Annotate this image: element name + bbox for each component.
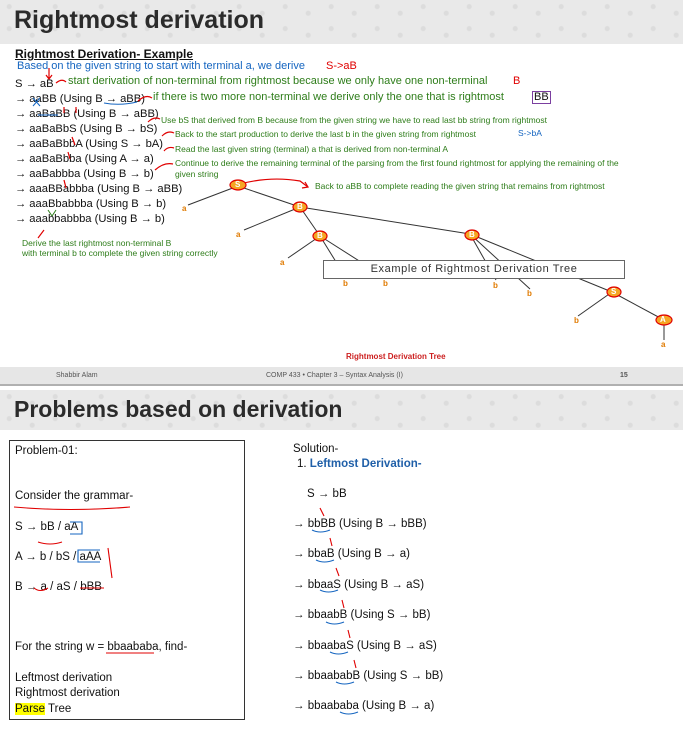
solution-item-label: Leftmost Derivation- (309, 458, 422, 470)
derivation-step-5: → aaBaBbbA (Using S → bA) (15, 138, 163, 150)
solution-step-3: → bbaB (Using B → a) (293, 548, 410, 560)
derivation-step-9: → aaaBbabbba (Using B → b) (15, 198, 167, 210)
note-back-start: Back to the start production to derive the last b in the given string from rightmost (175, 129, 476, 139)
intro-rule: S->aB (326, 60, 357, 72)
solution-step-4: → bbaaS (Using B → aS) (293, 579, 425, 591)
solution-item-number: 1. (297, 458, 307, 470)
problem-consider: Consider the grammar- (15, 490, 134, 502)
note-continue: Continue to derive the remaining terminal of the parsing from the first found rightmost for applying the remaining of the (175, 158, 619, 168)
derivation-step-8: → aaaBBabbba (Using B → aBB) (15, 183, 183, 195)
footer-author: Shabbir Alam (56, 372, 98, 379)
footer-course: COMP 433 • Chapter 3 – Syntax Analysis (I) (266, 372, 403, 379)
slide-subtitle: Rightmost Derivation- Example (15, 47, 194, 61)
solution-step-5: → bbaabB (Using S → bB) (293, 609, 431, 621)
derivation-step-10: → aaabbabbba (Using B → b) (15, 213, 165, 225)
tree-node-label: B (317, 231, 323, 240)
solution-heading: Solution- (293, 443, 339, 455)
solution-step-8: → bbaababa (Using B → a) (293, 700, 435, 712)
grammar-rule-a: A → b / bS / aAA (15, 551, 102, 563)
tree-node-label: B (297, 202, 303, 211)
tree-leaf: a (280, 258, 285, 267)
task-rightmost: Rightmost derivation (15, 687, 120, 699)
tree-node-label: S (611, 287, 617, 296)
slide-title: Rightmost derivation (14, 6, 265, 34)
note-continue-2: given string (175, 169, 219, 179)
solution-step-7: → bbaababB (Using S → bB) (293, 670, 444, 682)
intro-note: Based on the given string to start with terminal a, we derive (17, 60, 305, 72)
note-read-a: Read the last given string (terminal) a that is derived from non-terminal A (175, 144, 449, 154)
solution-item (297, 458, 422, 470)
note-two-nonterminals: if there is two more non-terminal we derive only the one that is rightmost (153, 91, 504, 103)
task-leftmost: Leftmost derivation (15, 672, 113, 684)
note-start-symbol: B (513, 75, 521, 87)
grammar-rule-b: B → a / aS / bBB (15, 581, 102, 593)
solution-step-2: → bbBB (Using B → bBB) (293, 518, 427, 530)
tree-leaf: a (661, 340, 666, 349)
note-start-rightmost: start derivation of non-terminal from rightmost because we only have one non-terminal (68, 75, 488, 87)
tree-leaf: b (527, 289, 532, 298)
derivation-step-2: → aaBB (Using B → aBB) (15, 93, 145, 105)
task-parse-rest: Tree (45, 703, 72, 715)
tree-leaf: a (236, 230, 241, 239)
note-derive-last: Derive the last rightmost non-terminal B (22, 238, 172, 248)
footer-page-number: 15 (620, 372, 628, 379)
problem-string: For the string w = bbaababa, find- (15, 641, 188, 653)
tree-node-label: S (235, 180, 241, 189)
derivation-step-3: → aaBaBB (Using B → aBB) (15, 108, 159, 120)
note-back-start-rule: S->bA (518, 128, 542, 138)
slide-footer (0, 367, 683, 384)
solution-step-1: S → bB (307, 488, 347, 500)
slide-title: Problems based on derivation (14, 396, 343, 422)
tree-example-label: Example of Rightmost Derivation Tree (323, 260, 625, 279)
note-use-bs: Use bS that derived from B because from the given string we have to read last bb string from rightmost (161, 115, 547, 125)
derivation-step-6: → aaBaBbba (Using A → a) (15, 153, 154, 165)
tree-leaf: b (493, 281, 498, 290)
tree-leaf: b (383, 279, 388, 288)
grammar-rule-s: S → bB / aA (15, 521, 79, 533)
derivation-step-7: → aaBabbba (Using B → b) (15, 168, 154, 180)
derivation-step-4: → aaBaBbS (Using B → bS) (15, 123, 158, 135)
solution-step-6: → bbaabaS (Using B → aS) (293, 640, 437, 652)
problem-heading: Problem-01: (15, 445, 78, 457)
tree-caption: Rightmost Derivation Tree (346, 352, 446, 361)
tree-leaf: a (182, 204, 187, 213)
tree-leaf: b (343, 279, 348, 288)
tree-leaf: b (574, 316, 579, 325)
note-derive-last-2: with terminal b to complete the given string correctly (22, 248, 218, 258)
note-two-symbol: BB (534, 91, 549, 103)
note-back-abb: Back to aBB to complete reading the given string that remains from rightmost (315, 181, 605, 191)
tree-node-label: A (660, 315, 666, 324)
derivation-step-1: S → aB (15, 78, 54, 90)
task-parse-highlight: Parse (15, 703, 46, 715)
slide-problems-derivation (0, 390, 683, 756)
tree-node-label: B (469, 230, 475, 239)
